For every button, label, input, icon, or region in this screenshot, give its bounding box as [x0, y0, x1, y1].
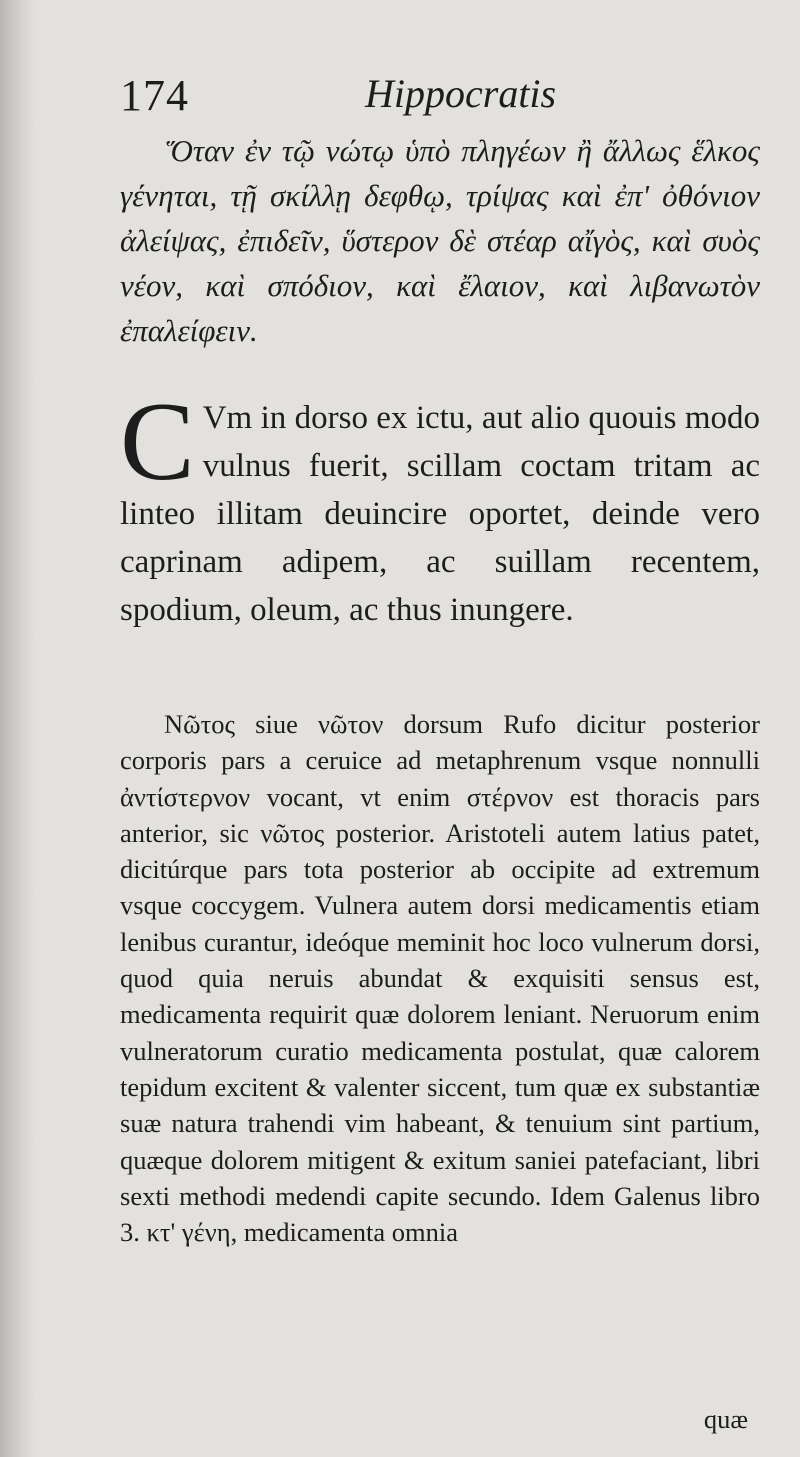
latin-translation [120, 380, 760, 634]
latin-text: Vm in dorso ex ictu, aut alio quouis modo vulnus fuerit, scillam coctam tritam ac linteo illitam deuincire oportet, deinde vero caprinam adipem, ac suillam recentem, spodium, oleum, ac thus inungere. [120, 400, 760, 628]
catchword: quæ [703, 1404, 748, 1434]
page-header [120, 70, 740, 130]
commentary-text: Νῶτος siue νῶτον dorsum Rufo dicitur posterior corporis pars a ceruice ad metaphrenum vsque nonnulli ἀντίστερνον vocant, vt enim στέρνον est thoracis pars anterior, sic νῶτος posterior. Aristoteli autem latius patet, dicitúrque pars tota posterior ab occipite ad extremum vsque coccygem. Vulnera autem dorsi medicamentis etiam lenibus curantur, ideóque meminit hoc loco vulnerum dorsi, quod quia neruis abundat & exquisiti sensus est, medicamenta requirit quæ dolorem leniant. Neruorum enim vulneratorum curatio medicamenta postulat, quæ calorem tepidum excitent & valenter siccent, tum quæ ex substantiæ suæ natura trahendi vim habeant, & tenuium sint partium, quæque dolorem mitigent & exitum saniei patefaciant, libri sexti methodi medendi capite secundo. Idem Galenus libro 3. κτ' γένη, medicamenta omnia [120, 709, 760, 1248]
greek-passage [120, 128, 760, 353]
page-number: 174 [120, 71, 189, 120]
gutter-shadow [0, 0, 36, 1457]
greek-text: Ὅταν ἐν τῷ νώτῳ ὑπὸ πληγέων ἢ ἄλλως ἕλκος γένηται, τῇ σκίλλῃ δεφθῳ, τρίψας καὶ ἐπ' ὀθόνιον ἀλείψας, ἐπιδεῖν, ὕστερον δὲ στέαρ αἴγὸς, καὶ συὸς νέον, καὶ σπόδιον, καὶ ἔλαιον, καὶ λιβανωτὸν ἐπαλείφειν. [120, 133, 760, 348]
running-head: Hippocratis [365, 71, 557, 116]
drop-cap: C [120, 380, 195, 504]
commentary [120, 706, 760, 1250]
